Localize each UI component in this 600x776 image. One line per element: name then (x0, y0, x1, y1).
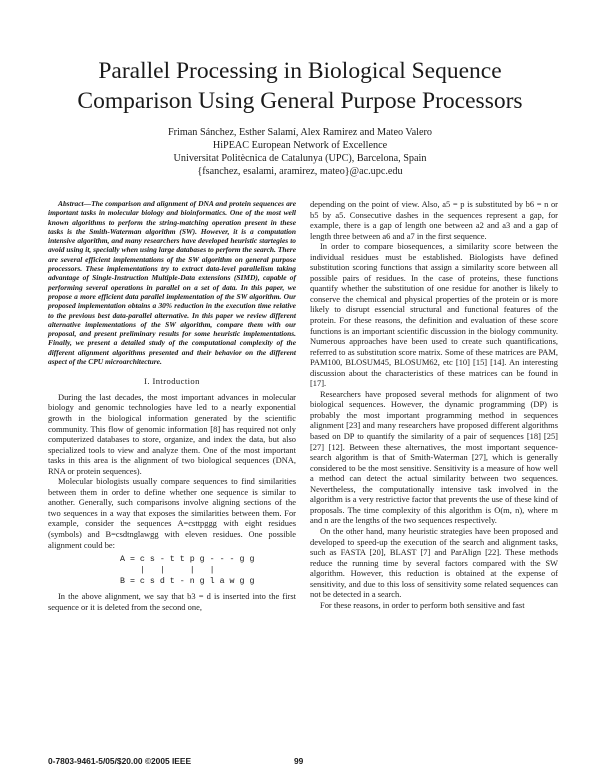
footer-isbn: 0-7803-9461-5/05/$20.00 ©2005 IEEE (48, 756, 192, 766)
intro-paragraph-1: During the last decades, the most important advances in molecular biology and genomic technologies have led to a nearly exponential growth in the biological information generated by the scientific community. This flow of genomic information [8] has required not only computerized databases to store, organize, and index the data, but also specialized tools to view and analyze them. One of the most important tasks in this area is the alignment of two biological sequences (DNA, RNA or protein sequences). (48, 391, 296, 476)
section-heading-introduction: I. Introduction (144, 376, 200, 387)
author-emails[interactable]: {fsanchez, esalami, aramirez, mateo}@ac.upc.edu (197, 166, 403, 177)
sequence-b: B = c s d t - n g l a w g g (120, 577, 255, 587)
affiliation-university: Universitat Politècnica de Catalunya (UPC), Barcelona, Spain (173, 153, 427, 164)
abstract-text: —The comparison and alignment of DNA and protein sequences are important tasks in molecular biology and bioinformatics. One of the most well known algorithms to perform the string-matching operation present in these tasks is the Smith-Waterman algorithm (SW). However, it is a computation intensive algorithm, and many researchers have developed heuristic startegies to avoid using it, specially when using large databases to perform the search. There are several efficient implementations of the SW algorithm on general purpose processors. These implementations try to extract data-level parallelism taking advantage of Single-Instruction Multiple-Data extensions (SIMD), capable of performing several operations in parallel on a set of data. In this paper, we propose a more efficient data parallel implementation of the SW algorithm. Our proposed implementation obtains a 30% reduction in the execution time relative to the previous best data-parallel alternative. In this paper we review different alternative implementations of the SW algorithm, compare them with our proposal, and present preliminary results for some heuristic implementations. Finally, we present a detailed study of the computational complexity of the different alignment algorithms presented and their behavior on the different aspect of the CPU microarchitecture. (48, 199, 296, 367)
title-line-1: Parallel Processing in Biological Sequence (98, 58, 502, 84)
title-line-2: Comparison Using General Purpose Processors (77, 88, 523, 114)
intro-paragraph-3: In the above alignment, we say that b3 = d is inserted into the first sequence or it is deleted from the second one, (48, 591, 296, 612)
footer-page-number: 99 (294, 756, 304, 766)
sequence-alignment-example (120, 554, 296, 587)
left-column (48, 199, 296, 612)
intro-paragraph-2: Molecular biologists usually compare sequences to find similarities between them in order to define whether one sequence is similar to another. Generally, such comparisons involve aligning sections of the two sequences in a way that exposes the similarities between them. For example, consider the sequences A=csttpggg with eight residues (symbols) and B=csdtnglawgg with eleven residues. One possible alignment could be: (48, 476, 296, 550)
sequence-match-bars: | | | | (120, 566, 215, 576)
abstract-lead: Abstract (58, 199, 84, 208)
paper-title (40, 56, 560, 116)
right-paragraph-2: In order to compare biosequences, a similarity score between the individual residues must be established. Biologists have defined substitution scoring functions that assign a similarity score between all possible pairs of residues. In the case of proteins, these functions quantify whether the substitution of one residue for another is likely to conserve the chemical and physical properties of the protein or is more likely to disrupt essencial structural and functional features of the protein. For these reasons, the definition and evaluation of these score functions is an important scientific discussion in the biology community. Numerous approaches have been used to create such quantifications, referred to as substitution score matrix. Some of these matrices are PAM, PAM100, BLOSUM45, BLOSUM62, etc [10] [15] [14]. An interesting discussion about the characteristics of these matrices can be found in [17]. (310, 241, 558, 389)
right-column (310, 199, 558, 610)
right-paragraph-4: On the other hand, many heuristic strategies have been proposed and developed to speed-up the execution of the search and alignment tasks, such as FASTA [20], BLAST [7] and ParAlign [22]. These methods reduce the running time by several factors compared with the SW algorithm. However, this reduction is obtained at the expense of sensitivity, and due to this loss of sensitivity some related sequences can not be detected in a search. (310, 525, 558, 600)
author-names: Friman Sánchez, Esther Salamí, Alex Ramirez and Mateo Valero (167, 127, 433, 138)
abstract (48, 199, 296, 366)
affiliation-network: HiPEAC European Network of Excellence (212, 140, 388, 151)
author-block (60, 126, 540, 178)
right-paragraph-5: For these reasons, in order to perform both sensitive and fast (320, 599, 525, 610)
sequence-a: A = c s - t t p g - - - g g (120, 555, 255, 565)
right-paragraph-1: depending on the point of view. Also, a5 = p is substituted by b6 = n or b5 by a5. Consecutive dashes in the sequences represent a gap, for example, there is a gap of length one between a2 and a3 and a gap of length three between a6 and a7 in the first sequence. (310, 199, 558, 241)
right-paragraph-3: Researchers have proposed several methods for alignment of two biological sequences. However, the dynamic programming (DP) is probably the most important programming method in sequences alignment [23] and many researchers have proposed different algorithms based on DP to quantify the similarity of a pair of sequences [18] [25] [27] [12]. Between these alternatives, the most important sequence-search algorithm is that of Smith-Waterman [27], which is generally considered to be the most sensitive. Sensitivity is a measure of how well a method can detect the actual similarity between two sequences. Nevertheless, the computationally intensive task involved in the algorithm is a very restrictive factor that prevents the use of these kind of proposals. The time complexity of this algorithm is O(m, n), where m and n are the lengths of the two sequences respectively. (310, 388, 558, 526)
